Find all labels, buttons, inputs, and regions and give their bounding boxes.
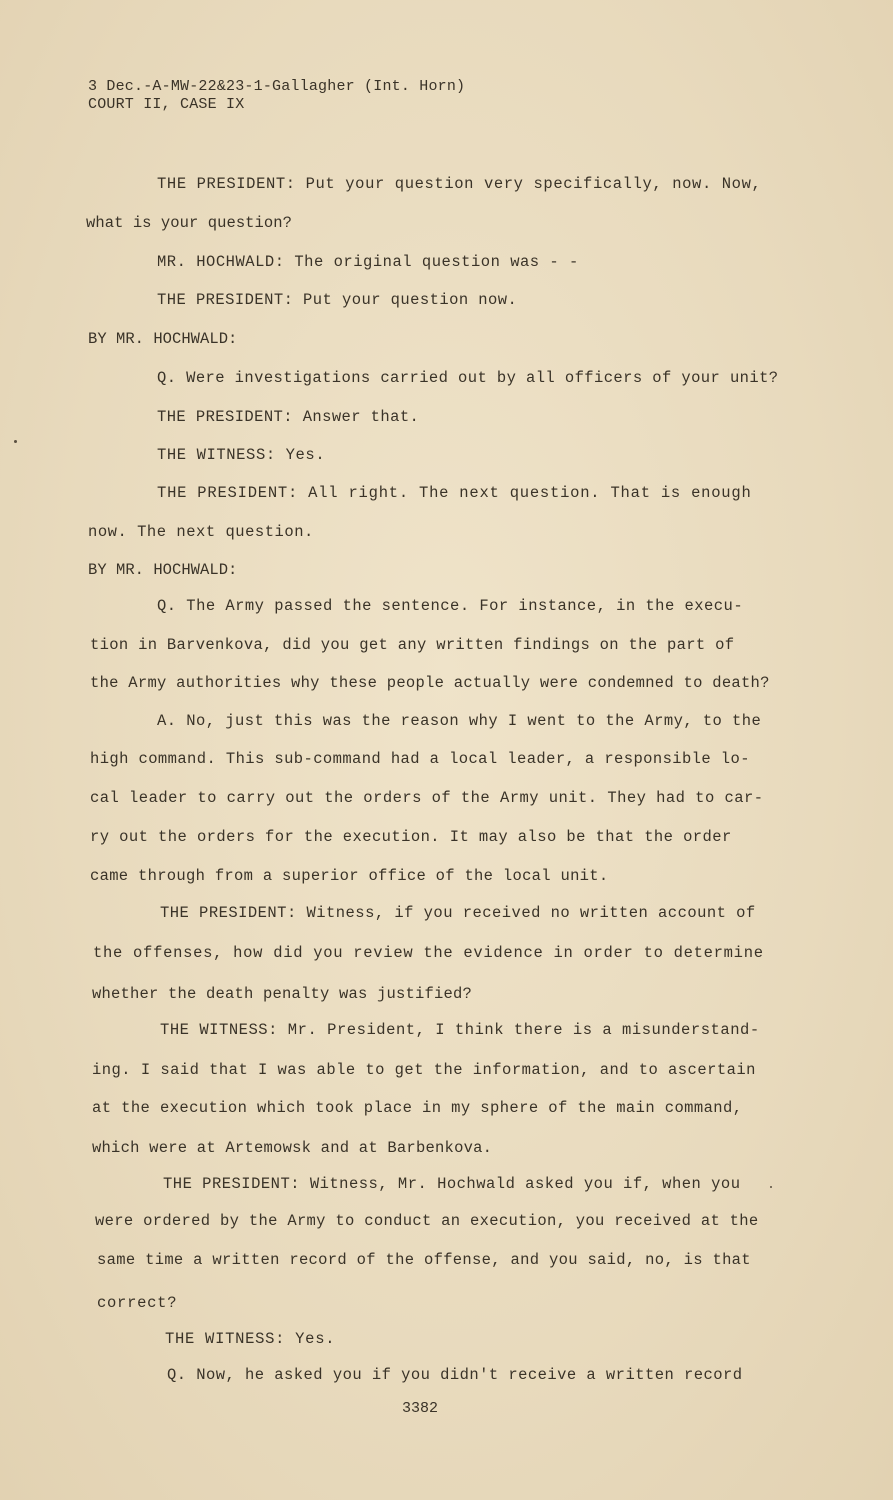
transcript-line: now. The next question. — [88, 523, 314, 541]
transcript-line: came through from a superior office of the local unit. — [90, 867, 609, 885]
page-number: 3382 — [402, 1400, 439, 1417]
transcript-line: THE WITNESS: Yes. — [165, 1330, 336, 1348]
transcript-line: BY MR. HOCHWALD: — [88, 330, 238, 348]
transcript-line: Q. The Army passed the sentence. For instance, in the execu- — [157, 597, 744, 615]
transcript-line: THE PRESIDENT: Witness, Mr. Hochwald asked you if, when you — [163, 1175, 741, 1193]
transcript-line: tion in Barvenkova, did you get any written findings on the part of — [90, 636, 735, 654]
transcript-line: BY MR. HOCHWALD: — [88, 561, 238, 579]
transcript-line: MR. HOCHWALD: The original question was - - — [157, 253, 579, 271]
transcript-line: THE WITNESS: Yes. — [157, 446, 326, 464]
transcript-line: high command. This sub-command had a local leader, a responsible lo- — [90, 750, 750, 768]
document-header — [88, 78, 465, 114]
transcript-line: THE PRESIDENT: Put your question very specifically, now. Now, — [157, 175, 762, 193]
transcript-line: THE PRESIDENT: Answer that. — [157, 408, 420, 426]
transcript-line: what is your question? — [86, 214, 292, 232]
header-court: COURT II, CASE IX — [88, 96, 245, 113]
transcript-line: THE WITNESS: Mr. President, I think there is a misunderstand- — [160, 1021, 760, 1039]
paper-speck — [14, 440, 17, 443]
transcript-line: whether the death penalty was justified? — [92, 985, 472, 1003]
transcript-line: the Army authorities why these people actually were condemned to death? — [90, 674, 770, 692]
transcript-line: ing. I said that I was able to get the information, and to ascertain — [92, 1061, 756, 1079]
transcript-line: at the execution which took place in my sphere of the main command, — [92, 1099, 743, 1117]
transcript-line: Q. Were investigations carried out by all officers of your unit? — [157, 369, 779, 387]
transcript-line: same time a written record of the offense, and you said, no, is that — [97, 1251, 751, 1269]
header-reference: 3 Dec.-A-MW-22&23-1-Gallagher (Int. Horn) — [88, 78, 466, 95]
transcript-line: were ordered by the Army to conduct an execution, you received at the — [95, 1212, 759, 1230]
transcript-line: THE PRESIDENT: All right. The next question. That is enough — [157, 484, 752, 502]
transcript-line: THE PRESIDENT: Put your question now. — [157, 291, 518, 309]
paper-speck — [770, 1186, 772, 1188]
transcript-line: the offenses, how did you review the evidence in order to determine — [93, 944, 764, 962]
transcript-line: A. No, just this was the reason why I went to the Army, to the — [157, 712, 762, 730]
transcript-line: which were at Artemowsk and at Barbenkova. — [92, 1139, 493, 1157]
transcript-line: cal leader to carry out the orders of the Army unit. They had to car- — [90, 789, 764, 807]
transcript-line: ry out the orders for the execution. It may also be that the order — [90, 828, 732, 846]
transcript-line: Q. Now, he asked you if you didn't receive a written record — [167, 1366, 743, 1384]
transcript-line: correct? — [97, 1294, 178, 1312]
transcript-line: THE PRESIDENT: Witness, if you received no written account of — [160, 904, 756, 922]
